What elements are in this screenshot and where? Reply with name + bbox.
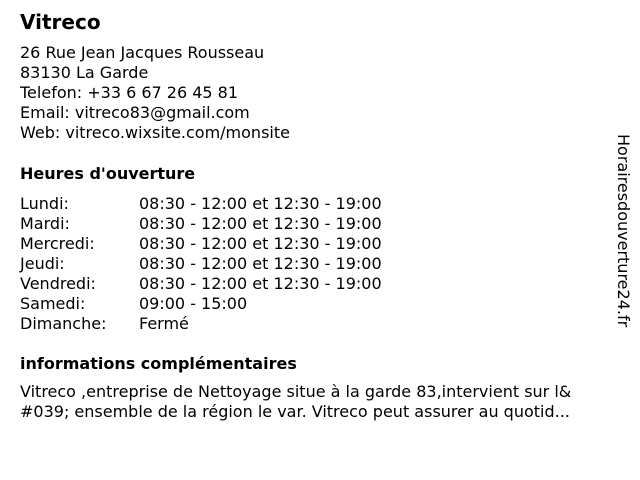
day-label: Lundi: [20, 194, 69, 213]
day-label: Mardi: [20, 214, 70, 233]
time-range: Fermé [139, 314, 189, 333]
additional-info-heading: informations complémentaires [20, 354, 297, 373]
time-range: 08:30 - 12:00 et 12:30 - 19:00 [139, 194, 382, 213]
description-line: Vitreco ,entreprise de Nettoyage situe à la garde 83,intervient sur l& [20, 382, 572, 401]
business-name: Vitreco [20, 10, 101, 34]
day-label: Jeudi: [20, 254, 65, 273]
description-line: #039; ensemble de la région le var. Vitreco peut assurer au quotid... [20, 402, 570, 421]
business-description [20, 382, 624, 422]
time-range: 08:30 - 12:00 et 12:30 - 19:00 [139, 234, 382, 253]
email-address: Email: vitreco83@gmail.com [20, 103, 250, 122]
day-label: Vendredi: [20, 274, 96, 293]
day-label: Samedi: [20, 294, 86, 313]
time-range: 08:30 - 12:00 et 12:30 - 19:00 [139, 254, 382, 273]
website-address: Web: vitreco.wixsite.com/monsite [20, 123, 290, 142]
business-contact [20, 43, 290, 143]
day-label: Mercredi: [20, 234, 95, 253]
opening-hours-heading: Heures d'ouverture [20, 164, 196, 183]
street-address: 26 Rue Jean Jacques Rousseau [20, 43, 265, 62]
time-range: 08:30 - 12:00 et 12:30 - 19:00 [139, 214, 382, 233]
phone-number: Telefon: +33 6 67 26 45 81 [20, 83, 239, 102]
day-label: Dimanche: [20, 314, 107, 333]
site-watermark: Horairesdouverture24.fr [614, 134, 633, 328]
time-range: 08:30 - 12:00 et 12:30 - 19:00 [139, 274, 382, 293]
city-postcode: 83130 La Garde [20, 63, 149, 82]
time-range: 09:00 - 15:00 [139, 294, 248, 313]
